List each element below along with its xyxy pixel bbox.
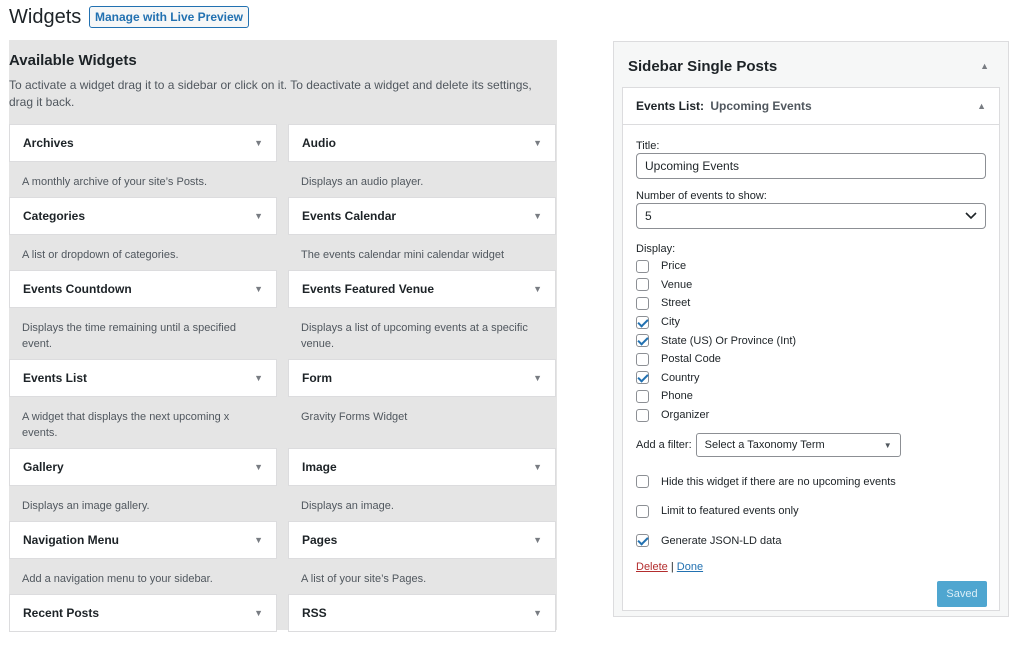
widget-name: Pages — [302, 533, 338, 547]
widget-header-title — [636, 99, 812, 113]
widget-header[interactable] — [9, 521, 277, 559]
widget-header[interactable] — [288, 270, 556, 308]
display-option-venue[interactable] — [636, 276, 986, 295]
widget-item-rss[interactable] — [288, 594, 556, 667]
available-widgets-panel — [9, 40, 557, 630]
hide-if-empty-checkbox[interactable] — [636, 475, 649, 488]
widget-item-events-countdown[interactable] — [9, 270, 277, 359]
widget-name: RSS — [302, 606, 327, 620]
widget-instance-title: Upcoming Events — [710, 99, 812, 113]
display-option-price[interactable] — [636, 257, 986, 276]
json-ld-option[interactable] — [636, 532, 986, 551]
display-checkbox[interactable] — [636, 409, 649, 422]
events-list-widget — [622, 87, 1000, 611]
widget-description: A list of your site’s Pages. — [301, 573, 427, 585]
display-label: Display: — [636, 243, 676, 255]
triangle-down-icon[interactable]: ▼ — [533, 462, 542, 472]
triangle-down-icon[interactable]: ▼ — [254, 535, 263, 545]
widget-name: Events Countdown — [23, 282, 132, 296]
widget-name: Recent Posts — [23, 606, 100, 620]
triangle-down-icon[interactable]: ▼ — [533, 535, 542, 545]
done-link[interactable]: Done — [676, 561, 704, 574]
sidebar-header[interactable] — [614, 42, 1008, 90]
display-checkbox[interactable] — [636, 353, 649, 366]
widget-item-archives[interactable] — [9, 124, 277, 197]
display-option-postal-code[interactable] — [636, 350, 986, 369]
widget-name: Events Calendar — [302, 209, 397, 223]
display-option-label: Organizer — [661, 409, 710, 422]
widget-name: Audio — [302, 136, 336, 150]
chevron-down-icon — [965, 212, 977, 220]
filter-label: Add a filter: — [636, 439, 692, 452]
widget-description: Displays the time remaining until a specified event. — [22, 322, 236, 350]
delete-link[interactable]: Delete — [636, 561, 668, 574]
title-input[interactable]: Upcoming Events — [636, 153, 986, 179]
events-list-widget-header[interactable] — [623, 88, 999, 125]
display-checkbox[interactable] — [636, 260, 649, 273]
json-ld-label: Generate JSON-LD data — [661, 534, 782, 547]
widget-description — [288, 632, 556, 644]
widget-description: Displays a list of upcoming events at a specific venue. — [301, 322, 528, 350]
widget-item-events-list[interactable] — [9, 359, 277, 448]
widget-name: Archives — [23, 136, 74, 150]
widget-description: Displays an image gallery. — [22, 500, 150, 512]
available-widgets-title: Available Widgets — [9, 52, 137, 69]
triangle-down-icon[interactable]: ▼ — [254, 138, 263, 148]
widget-item-events-featured-venue[interactable] — [288, 270, 556, 359]
widget-type-label: Events List: — [636, 99, 705, 113]
display-checkbox[interactable] — [636, 390, 649, 403]
display-checkbox[interactable] — [636, 297, 649, 310]
display-option-organizer[interactable] — [636, 406, 986, 425]
widget-header[interactable] — [288, 359, 556, 397]
widget-actions — [636, 561, 986, 573]
display-option-street[interactable] — [636, 294, 986, 313]
widget-header[interactable] — [9, 359, 277, 397]
widget-header[interactable] — [288, 197, 556, 235]
featured-only-label: Limit to featured events only — [661, 505, 799, 518]
display-option-phone[interactable] — [636, 387, 986, 406]
widget-column-left — [9, 124, 277, 667]
actions-separator: | — [670, 561, 674, 574]
count-select-value: 5 — [645, 209, 652, 223]
widget-item-events-calendar[interactable] — [288, 197, 556, 270]
display-checkbox[interactable] — [636, 334, 649, 347]
widget-name: Form — [302, 371, 332, 385]
count-label: Number of events to show: — [636, 190, 767, 202]
widget-item-recent-posts[interactable] — [9, 594, 277, 667]
display-option-city[interactable] — [636, 313, 986, 332]
widget-header[interactable] — [288, 124, 556, 162]
display-checkbox[interactable] — [636, 371, 649, 384]
triangle-down-icon[interactable]: ▼ — [254, 284, 263, 294]
widget-header[interactable] — [288, 448, 556, 486]
display-option-label: Postal Code — [661, 353, 721, 366]
triangle-down-icon[interactable]: ▼ — [254, 608, 263, 618]
display-option-label: Venue — [661, 278, 693, 291]
sidebar-single-posts-panel — [613, 41, 1009, 617]
widget-name: Events List — [23, 371, 88, 385]
triangle-down-icon[interactable]: ▼ — [533, 284, 542, 294]
display-option-label: Street — [661, 297, 691, 310]
widget-description — [9, 632, 277, 644]
featured-only-checkbox[interactable] — [636, 505, 649, 518]
widget-form — [623, 140, 999, 600]
widget-item-form[interactable] — [288, 359, 556, 448]
taxonomy-filter-select[interactable] — [696, 433, 901, 457]
widget-item-gallery[interactable] — [9, 448, 277, 521]
widget-header[interactable] — [9, 124, 277, 162]
triangle-down-icon[interactable]: ▼ — [254, 462, 263, 472]
widget-description: A monthly archive of your site’s Posts. — [22, 176, 208, 188]
widget-description: Displays an image. — [301, 500, 394, 512]
widget-header[interactable] — [9, 594, 277, 632]
widget-header[interactable] — [9, 197, 277, 235]
display-option-label: State (US) Or Province (Int) — [661, 334, 797, 347]
featured-only-option[interactable] — [636, 502, 986, 521]
triangle-down-icon[interactable]: ▼ — [533, 138, 542, 148]
triangle-down-icon[interactable]: ▼ — [533, 373, 542, 383]
widget-description: Gravity Forms Widget — [301, 411, 408, 423]
widget-description: Displays an audio player. — [301, 176, 424, 188]
widget-item-categories[interactable] — [9, 197, 277, 270]
widget-header[interactable] — [288, 594, 556, 632]
widget-description: Add a navigation menu to your sidebar. — [22, 573, 213, 585]
display-option-label: City — [661, 316, 680, 329]
widget-description: A list or dropdown of categories. — [22, 249, 179, 261]
triangle-down-icon[interactable]: ▼ — [533, 211, 542, 221]
saved-button[interactable]: Saved — [937, 581, 987, 607]
triangle-down-icon[interactable]: ▼ — [254, 373, 263, 383]
widget-header[interactable] — [288, 521, 556, 559]
display-options — [636, 257, 986, 424]
widget-item-navigation-menu[interactable] — [9, 521, 277, 594]
triangle-up-icon[interactable]: ▲ — [980, 61, 989, 71]
display-option-state-us-or-province-int[interactable] — [636, 331, 986, 350]
display-checkbox[interactable] — [636, 278, 649, 291]
display-option-label: Price — [661, 260, 687, 273]
widget-description: The events calendar mini calendar widget — [301, 249, 505, 261]
count-select[interactable] — [636, 203, 986, 229]
widget-name: Gallery — [23, 460, 64, 474]
triangle-down-icon[interactable]: ▼ — [254, 211, 263, 221]
triangle-down-icon[interactable]: ▼ — [533, 608, 542, 618]
widget-header[interactable] — [9, 270, 277, 308]
widget-name: Navigation Menu — [23, 533, 120, 547]
available-widgets-description: To activate a widget drag it to a sidebar or click on it. To deactivate a widget and delete its settings, drag it back. — [9, 78, 532, 109]
display-checkbox[interactable] — [636, 316, 649, 329]
display-option-label: Phone — [661, 390, 693, 403]
display-option-label: Country — [661, 371, 700, 384]
json-ld-checkbox[interactable] — [636, 534, 649, 547]
widget-item-audio[interactable] — [288, 124, 556, 197]
widget-header[interactable] — [9, 448, 277, 486]
display-option-country[interactable] — [636, 369, 986, 388]
hide-if-empty-label: Hide this widget if there are no upcoming events — [661, 475, 896, 488]
widget-name: Events Featured Venue — [302, 282, 435, 296]
widget-column-right — [288, 124, 556, 667]
taxonomy-filter-value: Select a Taxonomy Term — [704, 439, 825, 452]
title-label: Title: — [636, 140, 660, 152]
filter-row — [636, 433, 986, 457]
widget-description: A widget that displays the next upcoming x events. — [22, 411, 230, 439]
manage-live-preview-button[interactable]: Manage with Live Preview — [89, 6, 249, 28]
sidebar-title: Sidebar Single Posts — [628, 57, 778, 75]
triangle-up-icon[interactable]: ▲ — [977, 101, 986, 111]
widget-name: Image — [302, 460, 337, 474]
page-title: Widgets — [9, 6, 82, 28]
widget-item-image[interactable] — [288, 448, 556, 521]
triangle-down-icon: ▼ — [883, 440, 892, 450]
hide-if-empty-option[interactable] — [636, 472, 986, 491]
widget-name: Categories — [23, 209, 86, 223]
widget-item-pages[interactable] — [288, 521, 556, 594]
